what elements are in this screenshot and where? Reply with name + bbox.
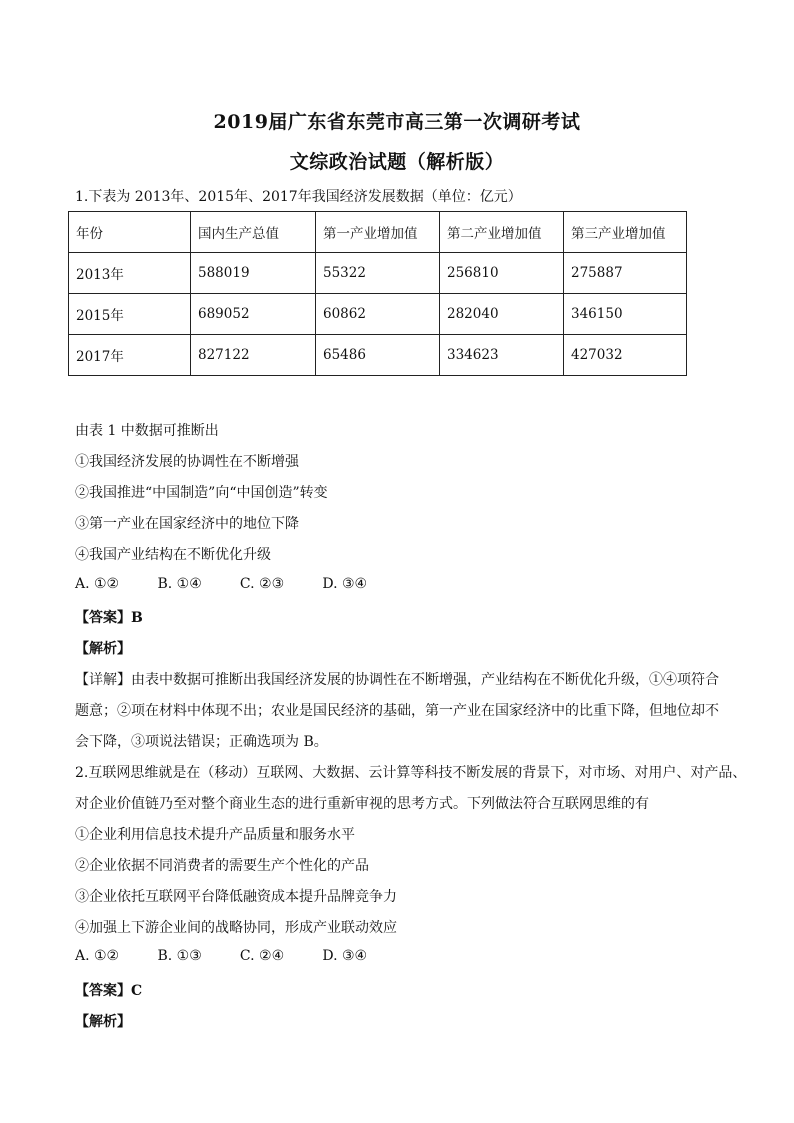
document-subtitle: 文综政治试题（解析版） (289, 151, 505, 173)
table-header-cell: 第三产业增加值 (564, 212, 687, 253)
table-cell: 427032 (564, 335, 687, 376)
question-1-lead: 由表 1 中数据可推断出 (75, 423, 219, 439)
table-cell: 60862 (316, 294, 440, 335)
question-1-item: ②我国推进“中国制造”向“中国创造”转变 (75, 485, 328, 501)
table-cell: 275887 (564, 253, 687, 294)
question-2-stem: 2.互联网思维就是在（移动）互联网、大数据、云计算等科技不断发展的背景下，对市场、对用户、对产品、 (75, 765, 747, 781)
question-1-detail: 会下降，③项说法错误；正确选项为 B。 (75, 734, 328, 750)
option-d: D. ③④ (322, 948, 368, 964)
question-2-options (75, 948, 367, 964)
table-header-row (69, 212, 687, 253)
question-2-item: ③企业依托互联网平台降低融资成本提升品牌竞争力 (75, 889, 397, 905)
table-cell: 2015年 (69, 294, 191, 335)
table-cell: 588019 (191, 253, 316, 294)
question-1-item: ③第一产业在国家经济中的地位下降 (75, 516, 299, 532)
option-b: B. ①③ (157, 948, 202, 964)
question-1-detail: 题意；②项在材料中体现不出；农业是国民经济的基础，第一产业在国家经济中的比重下降，但地位却不 (75, 703, 719, 719)
question-1-stem: 1.下表为 2013年、2015年、2017年我国经济发展数据（单位：亿元） (75, 189, 522, 205)
option-a: A. ①② (75, 948, 120, 964)
option-a: A. ①② (75, 576, 120, 592)
table-cell: 282040 (440, 294, 564, 335)
question-2-item: ②企业依据不同消费者的需要生产个性化的产品 (75, 858, 369, 874)
table-row (69, 294, 687, 335)
question-2-item: ④加强上下游企业间的战略协同，形成产业联动效应 (75, 920, 397, 936)
option-b: B. ①④ (157, 576, 202, 592)
question-2-answer: 【答案】C (75, 983, 143, 999)
table-cell: 2017年 (69, 335, 191, 376)
table-header-cell: 国内生产总值 (191, 212, 316, 253)
table-cell: 55322 (316, 253, 440, 294)
table-cell: 827122 (191, 335, 316, 376)
table-cell: 65486 (316, 335, 440, 376)
table-cell: 346150 (564, 294, 687, 335)
question-2-item: ①企业利用信息技术提升产品质量和服务水平 (75, 827, 355, 843)
document-title: 2019届广东省东莞市高三第一次调研考试 (213, 111, 581, 133)
table-cell: 334623 (440, 335, 564, 376)
table-row (69, 335, 687, 376)
table-cell: 256810 (440, 253, 564, 294)
question-1-analysis-label: 【解析】 (75, 641, 131, 657)
question-1-item: ①我国经济发展的协调性在不断增强 (75, 454, 299, 470)
question-1-options (75, 576, 367, 592)
question-1-item: ④我国产业结构在不断优化升级 (75, 547, 271, 563)
table-header-cell: 第二产业增加值 (440, 212, 564, 253)
economic-data-table (68, 211, 687, 376)
table-cell: 2013年 (69, 253, 191, 294)
question-1-answer: 【答案】B (75, 610, 143, 626)
option-c: C. ②③ (239, 576, 285, 592)
table-row (69, 253, 687, 294)
table-cell: 689052 (191, 294, 316, 335)
question-2-analysis-label: 【解析】 (75, 1014, 131, 1030)
table-header-cell: 第一产业增加值 (316, 212, 440, 253)
option-c: C. ②④ (239, 948, 285, 964)
table-header-cell: 年份 (69, 212, 191, 253)
option-d: D. ③④ (322, 576, 368, 592)
question-2-stem: 对企业价值链乃至对整个商业生态的进行重新审视的思考方式。下列做法符合互联网思维的有 (75, 796, 649, 812)
question-1-detail: 【详解】由表中数据可推断出我国经济发展的协调性在不断增强，产业结构在不断优化升级，①④项符合 (75, 672, 719, 688)
